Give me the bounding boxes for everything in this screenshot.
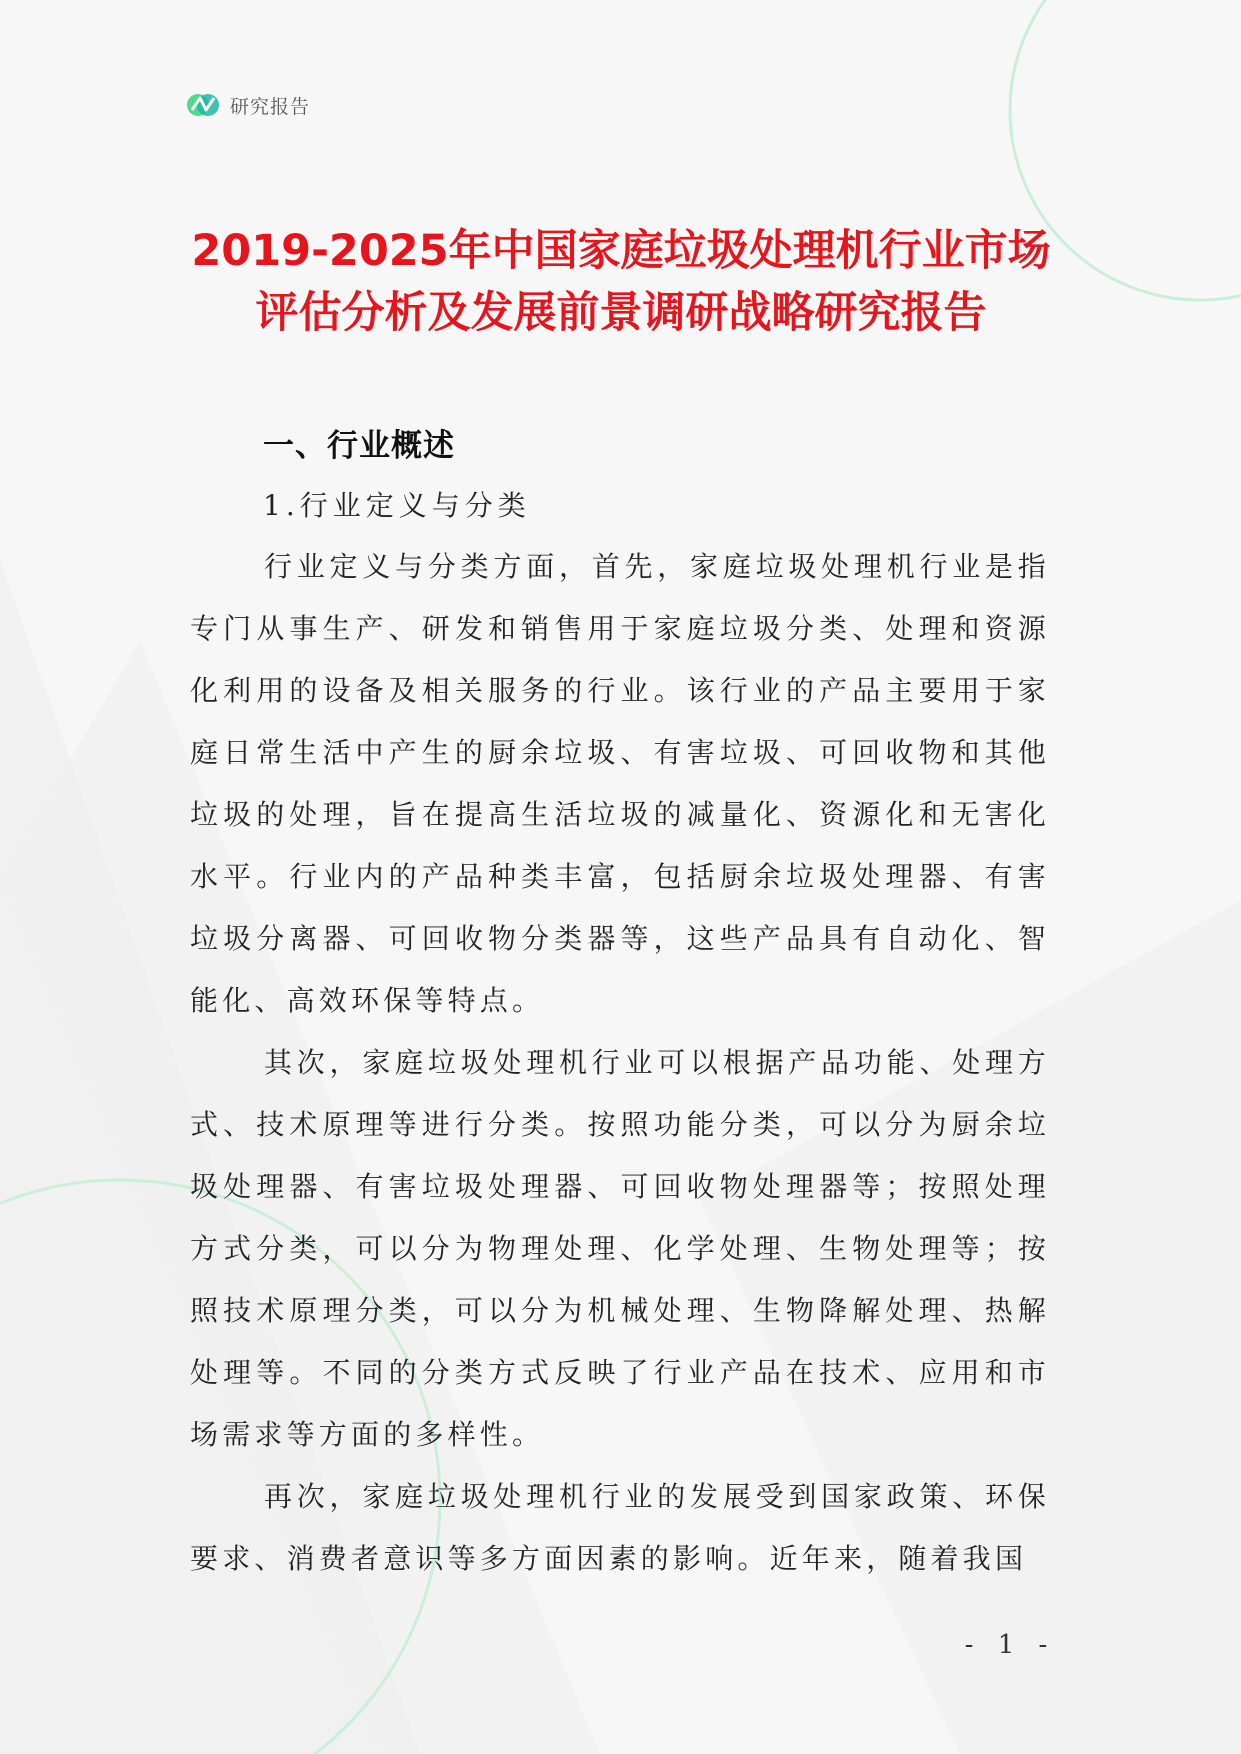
- paragraph: 其次，家庭垃圾处理机行业可以根据产品功能、处理方式、技术原理等进行分类。按照功能分类，可以分为厨余垃圾处理器、有害垃圾处理器、可回收物处理器等；按照处理方式分类，可以分为物理处理、化学处理、生物处理等；按照技术原理分类，可以分为机械处理、生物降解处理、热解处理等。不同的分类方式反映了行业产品在技术、应用和市场需求等方面的多样性。: [190, 1046, 1050, 1451]
- title-line-2: 评估分析及发展前景调研战略研究报告: [255, 288, 987, 338]
- paragraph: 再次，家庭垃圾处理机行业的发展受到国家政策、环保要求、消费者意识等多方面因素的影响。近年来，随着我国: [190, 1480, 1050, 1575]
- report-header: [186, 88, 310, 122]
- title-line-1: 2019-2025年中国家庭垃圾处理机行业市场: [191, 226, 1051, 276]
- header-label: 研究报告: [230, 95, 311, 118]
- paragraph: 行业定义与分类方面，首先，家庭垃圾处理机行业是指专门从事生产、研发和销售用于家庭垃圾分类、处理和资源化利用的设备及相关服务的行业。该行业的产品主要用于家庭日常生活中产生的厨余垃圾、有害垃圾、可回收物和其他垃圾的处理，旨在提高生活垃圾的减量化、资源化和无害化水平。行业内的产品种类丰富，包括厨余垃圾处理器、有害垃圾分离器、可回收物分类器等，这些产品具有自动化、智能化、高效环保等特点。: [190, 550, 1050, 1017]
- document-title: [186, 220, 1056, 344]
- body-text: [190, 536, 1050, 1590]
- page-number: - 1 -: [964, 1630, 1056, 1660]
- report-logo-icon: [186, 88, 220, 122]
- section-heading: 一、行业概述: [263, 428, 455, 464]
- section-subheading: 1.行业定义与分类: [263, 489, 531, 522]
